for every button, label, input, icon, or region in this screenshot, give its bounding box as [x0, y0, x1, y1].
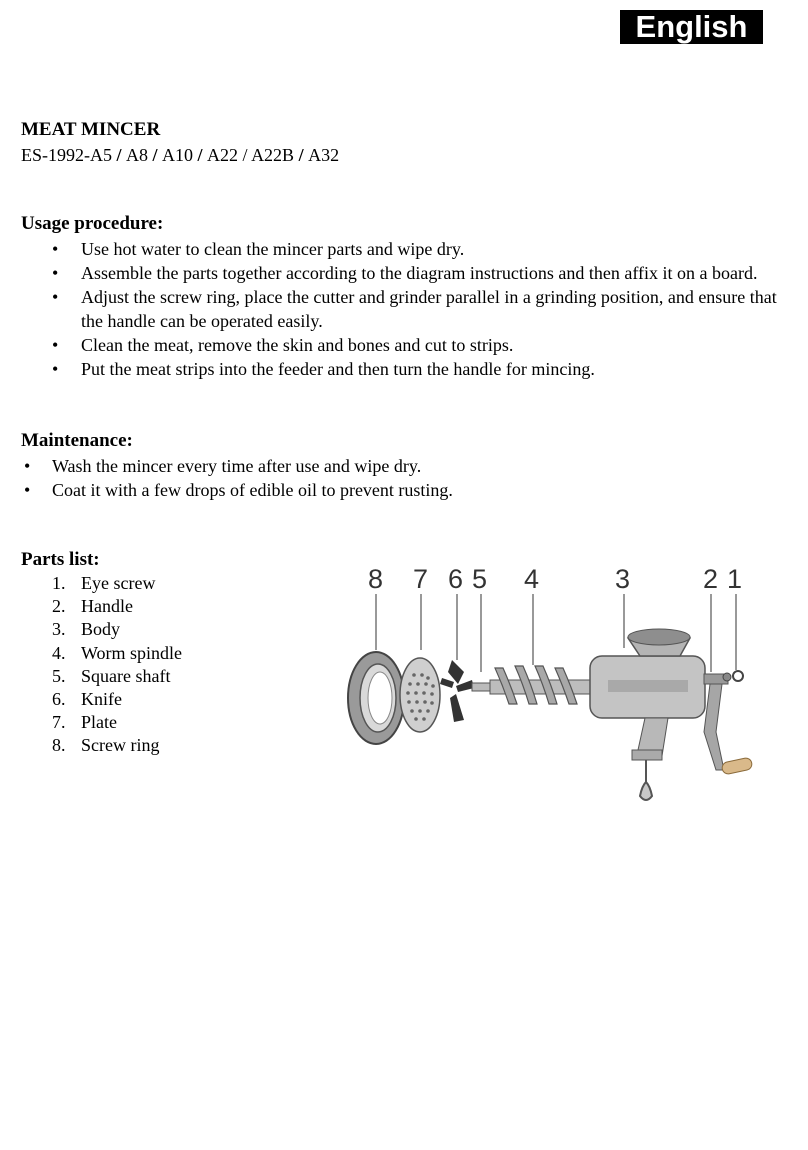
model-number: A8 [126, 145, 149, 165]
model-number: A22B [251, 145, 295, 165]
part-name: Handle [81, 596, 133, 617]
part-name: Plate [81, 712, 117, 733]
body-part [590, 629, 705, 800]
part-number: 8. [52, 735, 66, 756]
part-number: 1. [52, 573, 66, 593]
list-item [52, 665, 182, 688]
part-name: Square shaft [81, 665, 171, 686]
diagram-label: 4 [524, 564, 540, 594]
list-item [52, 595, 182, 618]
diagram-label: 3 [615, 564, 631, 594]
list-item: • Use hot water to clean the mincer parts and wipe dry. [50, 237, 795, 261]
model-number: A32 [308, 145, 340, 165]
part-number: 3. [52, 619, 66, 640]
part-number: 7. [52, 712, 66, 733]
list-item: • Wash the mincer every time after use and wipe dry. [21, 454, 781, 478]
list-item [52, 734, 182, 757]
mincer-diagram [340, 560, 770, 820]
diagram-label: 6 [448, 564, 464, 594]
diagram-label: 5 [472, 564, 488, 594]
list-item [52, 618, 182, 641]
part-name: Body [81, 619, 121, 640]
screw-ring-part [348, 652, 404, 744]
part-name: Screw ring [81, 735, 160, 756]
diagram-label: 2 [703, 564, 719, 594]
language-badge: English [620, 10, 763, 44]
diagram-label: 7 [413, 564, 429, 594]
list-item: • Adjust the screw ring, place the cutter and grinder parallel in a grinding position, and ensure that the handle can be operated easily. [50, 285, 795, 333]
parts-heading: Parts list: [21, 549, 100, 570]
parts-list [52, 572, 182, 758]
knife-part [440, 660, 474, 722]
part-number: 2. [52, 596, 66, 617]
part-name: Worm spindle [81, 642, 183, 663]
part-number: 5. [52, 665, 66, 686]
product-title: MEAT MINCER [21, 119, 161, 140]
list-item: • Coat it with a few drops of edible oil to prevent rusting. [21, 478, 781, 502]
model-number: ES-1992-A5 [21, 145, 112, 165]
model-list: ES-1992-A5 / A8 / A10 / A22 / A22B / A32 [21, 145, 340, 165]
maintenance-heading: Maintenance: [21, 430, 133, 451]
list-item [52, 642, 182, 665]
model-number: A22 [207, 145, 239, 165]
list-item [52, 688, 182, 711]
list-item: • Put the meat strips into the feeder and then turn the handle for mincing. [50, 357, 795, 381]
usage-heading: Usage procedure: [21, 213, 164, 234]
maintenance-list [21, 454, 781, 502]
list-item: • Clean the meat, remove the skin and bones and cut to strips. [50, 333, 795, 357]
list-item [52, 711, 182, 734]
plate-part [400, 658, 440, 732]
diagram-label: 8 [368, 564, 384, 594]
list-item: • Assemble the parts together according to the diagram instructions and then affix it on a board. [50, 261, 795, 285]
worm-spindle-part [472, 666, 602, 704]
usage-list [50, 237, 795, 381]
part-number: 4. [52, 642, 66, 663]
diagram-label: 1 [727, 564, 743, 594]
model-number: A10 [162, 145, 194, 165]
part-name: Eye screw [81, 573, 156, 593]
part-number: 6. [52, 689, 66, 710]
handle-part [704, 671, 753, 775]
part-name: Knife [81, 689, 122, 710]
list-item [52, 572, 182, 595]
